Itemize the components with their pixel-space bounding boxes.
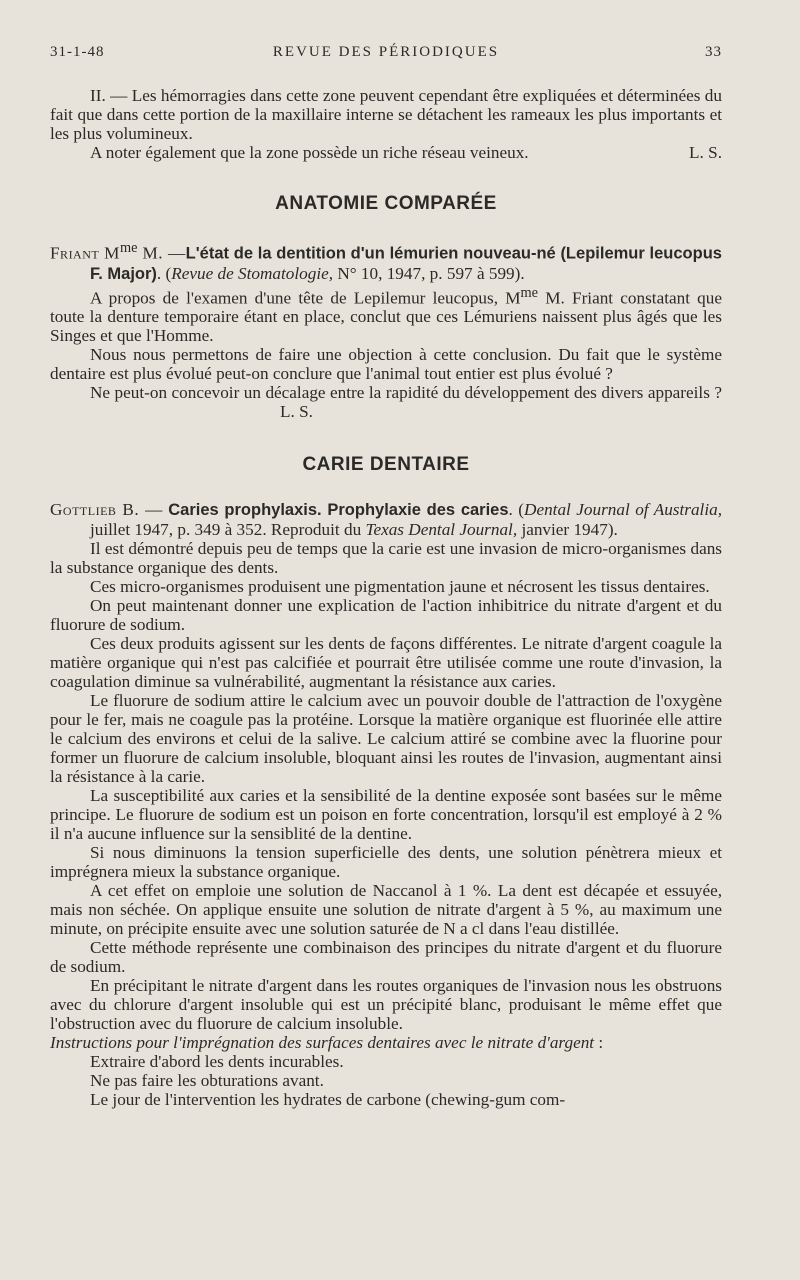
- ref-title: Caries prophylaxis. Prophylaxie des caries: [168, 501, 509, 520]
- ref-source: Dental Journal of Australia,: [524, 500, 722, 520]
- paragraph: A cet effet on emploie une solution de Naccanol à 1 %. La dent est décapée et essuyée, mais non séchée. On applique ensuite une solution de nitrate d'argent à 5 %, au maximum une minute, on précipite ensuite avec une solution saturée de N a cl dans l'eau distillée.: [50, 881, 722, 939]
- paragraph: Il est démontré depuis peu de temps que la carie est une invasion de micro-organismes dans la substance organique des dents.: [50, 539, 722, 578]
- header-date: 31-1-48: [50, 44, 105, 60]
- ref-source: Revue de Stomatologie,: [171, 263, 334, 283]
- ref-title: L'état de la dentition d'un lémurien nouveau-né (Lepilemur leucopus F. Major): [90, 244, 722, 283]
- paragraph: [50, 284, 722, 346]
- paragraph-text: Ne peut-on concevoir un décalage entre la rapidité du développement des divers appareils ?: [90, 383, 722, 403]
- ref-author-tail: M. —: [137, 243, 186, 263]
- paragraph: [50, 383, 722, 421]
- ref-author: Gottlieb B. —: [50, 500, 163, 520]
- paragraph: Nous nous permettons de faire une objection à cette conclusion. Du fait que le système dentaire est plus évolué peut-on conclure que l'animal tout entier est plus évolué ?: [50, 345, 722, 384]
- instruction-line: Le jour de l'intervention les hydrates de carbone (chewing-gum com-: [90, 1090, 566, 1110]
- page-body: [50, 86, 722, 1109]
- instructions-heading-text: Instructions pour l'imprégnation des surfaces dentaires avec le nitrate d'argent: [50, 1033, 595, 1053]
- ref-author-sup: me: [119, 240, 138, 256]
- instruction-line: Extraire d'abord les dents incurables.: [90, 1052, 344, 1072]
- paragraph: Le fluorure de sodium attire le calcium avec un pouvoir double de l'attraction de l'oxygène pour le fer, mais ne coagule pas la protéine. Lorsque la matière organique est fluorinée elle attire le calcium des environs et celui de la salive. Le calcium attiré se combine avec la fluorine pour former un fluorure de calcium insoluble, bloquant ainsi les routes de l'invasion, augmentant ainsi la résistance à la carie.: [50, 691, 722, 787]
- instructions-heading: [50, 1033, 722, 1052]
- reference-gottlieb: [50, 500, 722, 539]
- ref-source-open: . (: [156, 263, 172, 283]
- ref-source-mid: juillet 1947, p. 349 à 352. Reproduit du: [90, 520, 366, 540]
- paragraph: Ces micro-organismes produisent une pigmentation jaune et nécrosent les tissus dentaires.: [90, 577, 710, 597]
- paragraph: Si nous diminuons la tension superficielle des dents, une solution pénètrera mieux et imprégnera mieux la substance organique.: [50, 843, 722, 882]
- intro-text: A noter également que la zone possède un riche réseau veineux.: [90, 143, 529, 162]
- paragraph: Ces deux produits agissent sur les dents de façons différentes. Le nitrate d'argent coagule la matière organique qui n'est pas calcifiée et pourrait être utilisée comme une route d'invasion, la coagulation diminue sa vulnérabilité, augmentant la résistance aux caries.: [50, 634, 722, 692]
- instruction-line: Ne pas faire les obturations avant.: [90, 1071, 324, 1091]
- section-heading-carie: CARIE DENTAIRE: [302, 454, 470, 476]
- ref-source-open: . (: [508, 500, 525, 520]
- ref-source-2: Texas Dental Journal,: [365, 520, 518, 540]
- paragraph: En précipitant le nitrate d'argent dans les routes organiques de l'invasion nous les obstruons avec du chlorure d'argent insoluble qui est un précipité blanc, produisant le même effet que l'obstruction avec du fluorure de calcium insoluble.: [50, 976, 722, 1034]
- paragraph: La susceptibilité aux caries et la sensibilité de la dentine exposée sont basées sur le même principe. Le fluorure de sodium est un poison en forte concentration, lorsqu'il est employé à 2 % il n'a aucune influence sur la sensiblité de la dentine.: [50, 786, 722, 844]
- ref-source-tail: janvier 1947).: [517, 520, 618, 540]
- paragraph: On peut maintenant donner une explication de l'action inhibitrice du nitrate d'argent et du fluorure de sodium.: [50, 596, 722, 635]
- intro-sign: L. S.: [689, 143, 722, 162]
- ref-author: Friant M: [50, 243, 120, 263]
- paragraph-text: M. Friant constatant que toute la denture temporaire étant en place, conclut que ces Lémuriens naissent plus âgés que les Singes et que l'Homme.: [50, 288, 722, 346]
- reference-friant: [50, 239, 722, 284]
- page-number: 33: [705, 44, 722, 60]
- header-title: REVUE DES PÉRIODIQUES: [272, 44, 500, 60]
- ref-source-tail: N° 10, 1947, p. 597 à 599).: [333, 263, 525, 283]
- section-heading-anatomie: ANATOMIE COMPARÉE: [275, 193, 497, 214]
- instructions-colon: :: [594, 1033, 604, 1053]
- intro-paragraph-2: [50, 143, 722, 162]
- intro-paragraph: II. — Les hémorragies dans cette zone peuvent cependant être expliquées et déterminées du fait que dans cette portion de la maxillaire interne se détachent les rameaux les plus importants et les plus volumineux.: [50, 86, 722, 143]
- signature: L. S.: [280, 402, 313, 422]
- paragraph-text: A propos de l'examen d'une tête de Lepilemur leucopus, M: [90, 288, 521, 308]
- paragraph: Cette méthode représente une combinaison des principes du nitrate d'argent et du fluorure de sodium.: [50, 938, 722, 977]
- paragraph-sup: me: [520, 284, 539, 301]
